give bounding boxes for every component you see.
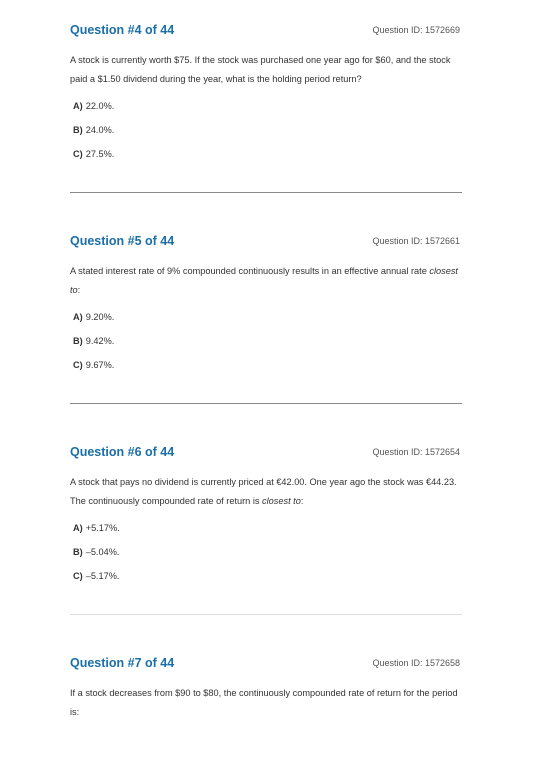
answer-choice-b[interactable] xyxy=(70,329,462,353)
question-divider xyxy=(70,192,462,193)
question-header xyxy=(70,445,462,465)
question-divider xyxy=(70,403,462,404)
question-text xyxy=(70,684,462,722)
choice-letter: C) xyxy=(73,571,83,581)
answer-choice-a[interactable] xyxy=(70,305,462,329)
answer-choice-b[interactable] xyxy=(70,118,462,142)
choice-letter: B) xyxy=(73,336,83,346)
question-text-part: : xyxy=(77,285,81,295)
question-text xyxy=(70,262,462,300)
answer-choice-c[interactable] xyxy=(70,353,462,377)
question-text xyxy=(70,51,462,89)
answer-choice-c[interactable] xyxy=(70,564,462,588)
choice-text: +5.17%. xyxy=(85,523,120,533)
choice-text: 9.42%. xyxy=(85,336,115,346)
choice-letter: C) xyxy=(73,149,83,159)
question-5 xyxy=(70,234,462,377)
question-id: Question ID: 1572654 xyxy=(372,447,460,457)
question-id: Question ID: 1572669 xyxy=(372,25,460,35)
question-title: Question #5 of 44 xyxy=(70,234,175,248)
question-id: Question ID: 1572658 xyxy=(372,658,460,668)
answer-choices xyxy=(70,516,462,588)
choice-text: 24.0%. xyxy=(85,125,115,135)
choice-text: 9.20%. xyxy=(85,312,115,322)
question-text-emphasis: closest to xyxy=(70,266,458,295)
question-header xyxy=(70,234,462,254)
choice-letter: A) xyxy=(73,523,83,533)
answer-choices xyxy=(70,94,462,166)
choice-letter: C) xyxy=(73,360,83,370)
choice-letter: A) xyxy=(73,101,83,111)
choice-text: 27.5%. xyxy=(85,149,115,159)
answer-choice-a[interactable] xyxy=(70,94,462,118)
question-text-part: A stock is currently worth $75. If the stock was purchased one year ago for $60, and the stock paid a $1.50 dividend during the year, what is the holding period return? xyxy=(70,55,451,84)
answer-choice-b[interactable] xyxy=(70,540,462,564)
question-text xyxy=(70,473,462,511)
question-header xyxy=(70,23,462,43)
choice-letter: B) xyxy=(73,125,83,135)
choice-text: –5.04%. xyxy=(85,547,120,557)
question-text-part: A stated interest rate of 9% compounded continuously results in an effective annual rate xyxy=(70,266,430,276)
question-7 xyxy=(70,656,462,722)
choice-letter: B) xyxy=(73,547,83,557)
question-6 xyxy=(70,445,462,588)
answer-choice-a[interactable] xyxy=(70,516,462,540)
question-divider xyxy=(70,614,462,615)
choice-letter: A) xyxy=(73,312,83,322)
question-id: Question ID: 1572661 xyxy=(372,236,460,246)
question-text-part: A stock that pays no dividend is currently priced at €42.00. One year ago the stock was €44.23. The continuously compounded rate of return is xyxy=(70,477,457,506)
question-text-part: : xyxy=(300,496,304,506)
answer-choice-c[interactable] xyxy=(70,142,462,166)
question-text-emphasis: closest to xyxy=(262,496,301,506)
answer-choices xyxy=(70,305,462,377)
choice-text: 22.0%. xyxy=(85,101,115,111)
question-text-part: If a stock decreases from $90 to $80, the continuously compounded rate of return for the period is: xyxy=(70,688,458,717)
question-header xyxy=(70,656,462,676)
choice-text: 9.67%. xyxy=(85,360,115,370)
question-4 xyxy=(70,23,462,166)
choice-text: –5.17%. xyxy=(85,571,120,581)
question-title: Question #4 of 44 xyxy=(70,23,175,37)
question-title: Question #7 of 44 xyxy=(70,656,175,670)
question-title: Question #6 of 44 xyxy=(70,445,175,459)
